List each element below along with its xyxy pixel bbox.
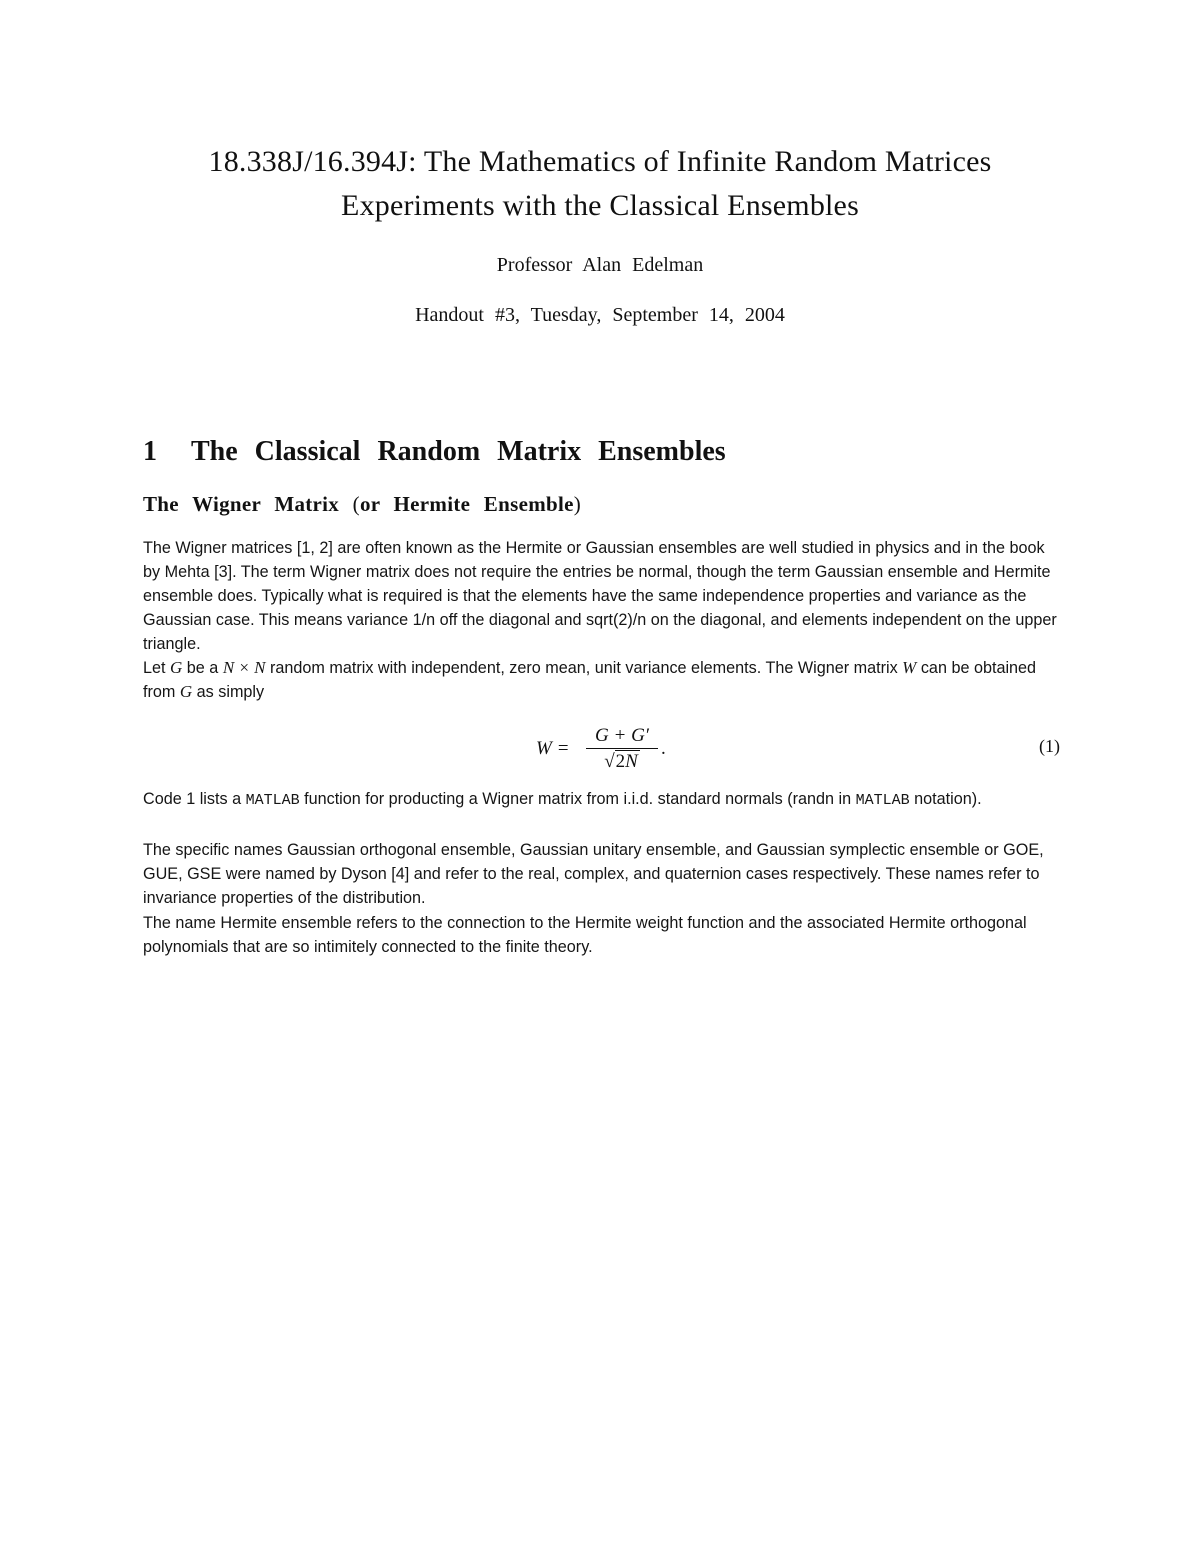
paragraph-hermite-name bbox=[143, 911, 1063, 959]
section-title: The Classical Random Matrix Ensembles bbox=[191, 436, 726, 467]
section-number: 1 bbox=[143, 436, 157, 467]
text-run: can be obtained from bbox=[143, 659, 1037, 701]
math-var-G: G bbox=[179, 682, 193, 701]
text-run: be a bbox=[182, 659, 223, 677]
sqrt-radicand bbox=[615, 750, 640, 772]
fraction-numerator: G + G′ bbox=[595, 725, 649, 746]
subsection-title: The Wigner Matrix bbox=[143, 492, 340, 516]
document-title bbox=[0, 140, 1200, 228]
paragraph-ensemble-names bbox=[143, 838, 1063, 910]
paragraph-text: The specific names Gaussian orthogonal ensemble, Gaussian unitary ensemble, and Gaussian symplectic ensemble or GOE, GUE, GSE were named by Dyson [4] and refer to the real, complex, and quaternion cases respectively. These names refer to invariance properties of the distribution. bbox=[143, 841, 1044, 907]
paragraph-wigner-intro bbox=[143, 536, 1063, 704]
subsection-heading bbox=[143, 492, 581, 517]
author-line: Professor Alan Edelman bbox=[496, 254, 704, 276]
paragraph-text bbox=[143, 787, 1063, 813]
equation-wigner bbox=[143, 722, 1060, 778]
matlab-term: MATLAB bbox=[245, 792, 300, 809]
text-run: Let bbox=[143, 659, 171, 677]
math-var-W: W bbox=[902, 658, 917, 677]
equation-lhs: W = bbox=[536, 738, 570, 759]
text-run: random matrix with independent, zero mean, unit variance elements. The Wigner matrix bbox=[265, 659, 903, 677]
math-N-by-N: N × N bbox=[222, 658, 266, 677]
equation-fraction bbox=[584, 724, 660, 775]
equation-number: (1) bbox=[1039, 736, 1060, 756]
section-heading bbox=[143, 436, 726, 468]
matlab-term: MATLAB bbox=[855, 792, 910, 809]
sqrt-icon bbox=[604, 749, 640, 775]
radicand-coef: 2 bbox=[615, 751, 626, 772]
text-run: function for producting a Wigner matrix from i.i.d. standard normals (randn in bbox=[299, 790, 856, 808]
paragraph-text: The Wigner matrices [1, 2] are often known as the Hermite or Gaussian ensembles are well studied in physics and in the book by Mehta [3]. The term Wigner matrix does not require the entries be normal, though the term Gaussian ensemble and Hermite ensemble does. Typically what is required is that the elements have the same independence properties and variance as the Gaussian case. This means variance 1/n off the diagonal and sqrt(2)/n on the diagonal, and elements independent on the upper triangle. bbox=[143, 539, 1057, 653]
fraction-denominator bbox=[584, 749, 660, 775]
paragraph-text: The name Hermite ensemble refers to the connection to the Hermite weight function and the associated Hermite orthogonal polynomials that are so intimitely connected to the finite theory. bbox=[143, 914, 1027, 956]
subsection-paren-text: or Hermite Ensemble bbox=[359, 492, 574, 516]
handout-line: Handout #3, Tuesday, September 14, 2004 bbox=[415, 304, 785, 326]
math-var-G: G bbox=[170, 658, 183, 677]
sqrt-symbol: √ bbox=[604, 751, 615, 772]
paragraph-code-listing bbox=[143, 787, 1063, 813]
equation-period: . bbox=[661, 738, 666, 759]
radicand-var: N bbox=[625, 751, 638, 772]
title-line-topic: Experiments with the Classical Ensembles bbox=[341, 189, 859, 222]
title-line-course: 18.338J/16.394J: The Mathematics of Infinite Random Matrices bbox=[208, 145, 992, 178]
paragraph-text bbox=[143, 656, 1063, 704]
text-run: notation). bbox=[909, 790, 982, 808]
text-run: Code 1 lists a bbox=[143, 790, 246, 808]
subsection-paren: (or Hermite Ensemble) bbox=[352, 492, 582, 516]
text-run: as simply bbox=[192, 683, 265, 701]
